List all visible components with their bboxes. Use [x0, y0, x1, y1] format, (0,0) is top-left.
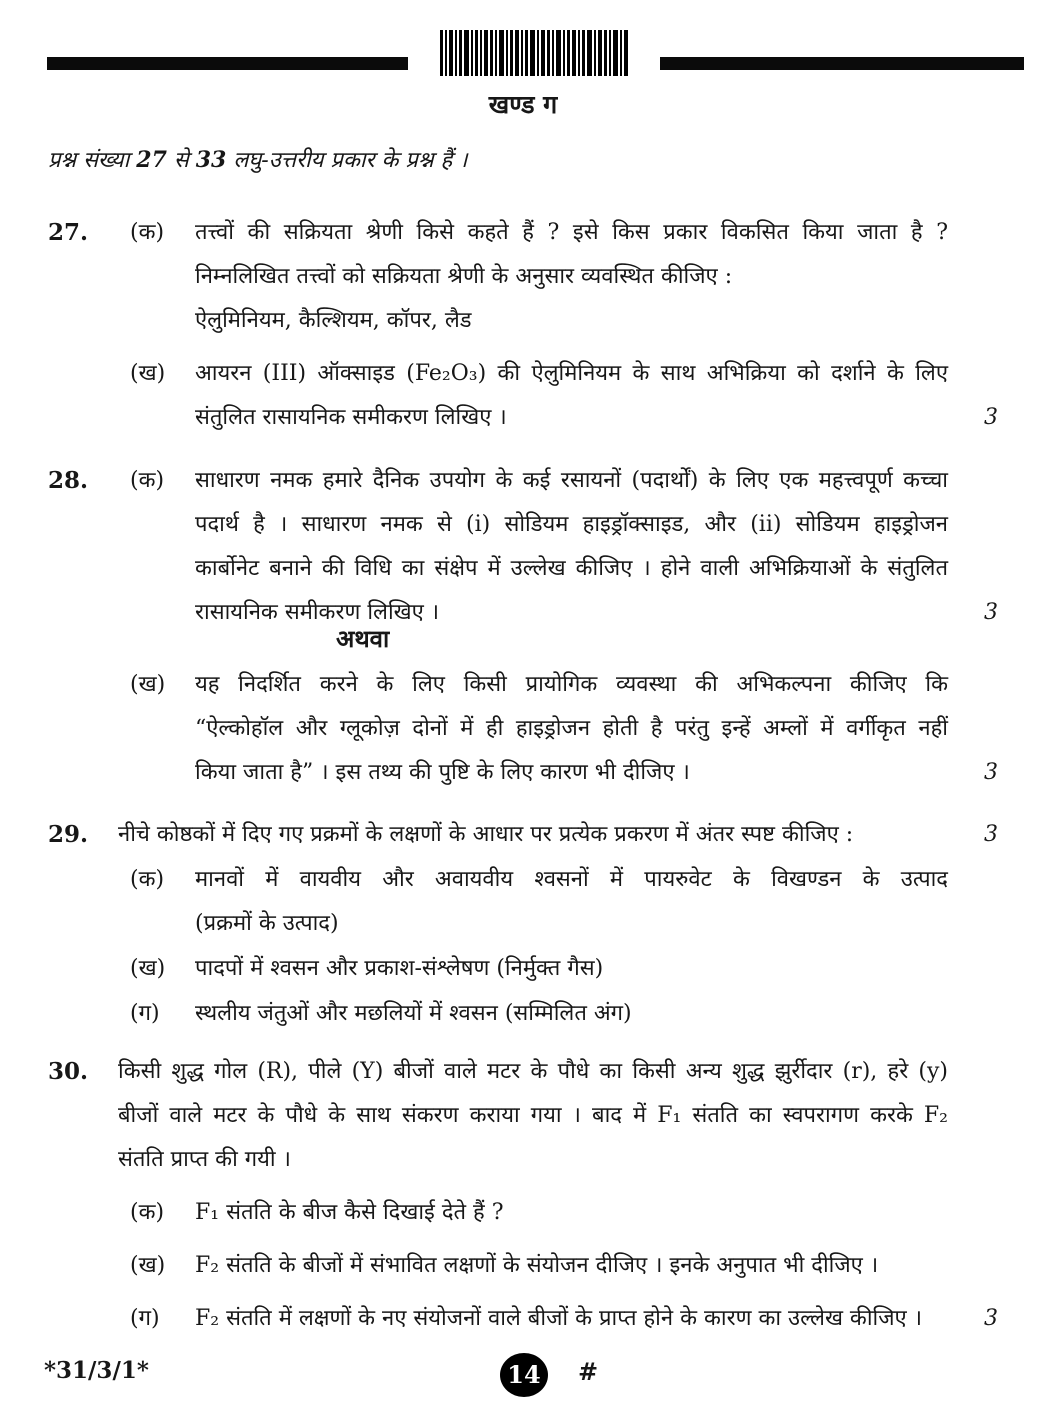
question-30-part-a [48, 1191, 998, 1235]
hash-mark: # [578, 1357, 599, 1386]
question-line: पदार्थ है । साधारण नमक से (i) सोडियम हाइड्रॉक्साइड, और (ii) सोडियम हाइड्रोजन [195, 512, 948, 537]
question-line: पादपों में श्वसन और प्रकाश-संश्लेषण (निर्मुक्त गैस) [195, 956, 604, 981]
instruction-question-start: 27 [136, 147, 167, 173]
question-text [195, 459, 948, 635]
question-line: F₂ संतति के बीजों में संभावित लक्षणों के संयोजन दीजिए । इनके अनुपात भी दीजिए । [195, 1253, 879, 1278]
paper-code: *31/3/1* [44, 1357, 149, 1384]
part-label: (ख) [130, 956, 166, 981]
marks-value: 3 [984, 600, 998, 625]
question-30-part-b [48, 1244, 998, 1288]
question-line: नीचे कोष्ठकों में दिए गए प्रक्रमों के लक्षणों के आधार पर प्रत्येक प्रकरण में अंतर स्पष्ट कीजिए : [118, 822, 854, 847]
question-line: मानवों में वायवीय और अवायवीय श्वसनों में पायरुवेट के विखण्डन के उत्पाद [195, 867, 948, 892]
instruction-question-end: 33 [195, 147, 227, 173]
barcode-icon [440, 30, 630, 76]
question-30-part-c [48, 1297, 998, 1341]
question-text [118, 1050, 948, 1182]
left-registration-bar [47, 57, 408, 70]
instruction-text: से [166, 148, 196, 173]
question-line: संतति प्राप्त की गयी । [118, 1147, 291, 1172]
question-27-part-b [48, 352, 998, 440]
part-label: (क) [130, 220, 165, 245]
question-line: साधारण नमक हमारे दैनिक उपयोग के कई रसायनों (पदार्थों) के लिए एक महत्त्वपूर्ण कच्चा [195, 468, 948, 493]
question-line: किया जाता है” । इस तथ्य की पुष्टि के लिए कारण भी दीजिए । [195, 760, 690, 785]
question-text [118, 813, 948, 857]
question-text [195, 211, 948, 343]
question-28-part-b [48, 663, 998, 795]
part-label: (क) [130, 468, 165, 493]
question-line: F₂ संतति में लक्षणों के नए संयोजनों वाले बीजों के प्राप्त होने के कारण का उल्लेख कीजिए । [195, 1306, 923, 1331]
question-text [195, 352, 948, 440]
question-29-part-a [48, 858, 998, 946]
part-label: (ख) [130, 672, 166, 697]
part-label: (ख) [130, 361, 166, 386]
marks-value: 3 [984, 760, 998, 785]
question-number: 29. [48, 821, 89, 848]
question-line: किसी शुद्ध गोल (R), पीले (Y) बीजों वाले मटर के पौधे का किसी अन्य शुद्ध झुर्रीदार (r), हरे (y) [118, 1059, 948, 1084]
or-separator-label: अथवा [336, 624, 390, 653]
part-label: (क) [130, 1200, 165, 1225]
question-text [195, 1244, 948, 1288]
question-29-part-c [48, 992, 998, 1036]
marks-value: 3 [984, 822, 998, 847]
section-instruction [48, 144, 998, 177]
question-line: बीजों वाले मटर के पौधे के साथ संकरण कराया गया । बाद में F₁ संतति का स्वपरागण करके F₂ [118, 1103, 948, 1128]
page-footer [44, 1353, 998, 1401]
instruction-text: प्रश्न संख्या [48, 148, 137, 173]
section-title: खण्ड ग [488, 90, 558, 119]
marks-value: 3 [984, 1306, 998, 1331]
right-registration-bar [660, 57, 1024, 70]
question-line: संतुलित रासायनिक समीकरण लिखिए । [195, 405, 507, 430]
page-top-marks [48, 0, 998, 86]
question-29-intro [48, 813, 998, 857]
question-line: ऐलुमिनियम, कैल्शियम, कॉपर, लैड [195, 308, 472, 333]
question-line: तत्त्वों की सक्रियता श्रेणी किसे कहते हैं ? इसे किस प्रकार विकसित किया जाता है ? [195, 220, 948, 245]
instruction-text: लघु-उत्तरीय प्रकार के प्रश्न हैं । [226, 148, 468, 173]
question-line: आयरन (III) ऑक्साइड (Fe₂O₃) की ऐलुमिनियम के साथ अभिक्रिया को दर्शाने के लिए [195, 361, 948, 386]
question-28-part-a [48, 459, 998, 635]
question-number: 30. [48, 1058, 89, 1085]
question-30-intro [48, 1050, 998, 1182]
question-line: रासायनिक समीकरण लिखिए । [195, 600, 440, 625]
question-text [195, 992, 948, 1036]
question-line: F₁ संतति के बीज कैसे दिखाई देते हैं ? [195, 1200, 504, 1225]
question-number: 27. [48, 219, 89, 246]
question-text [195, 858, 948, 946]
page-number: 14 [507, 1360, 541, 1389]
question-line: “ऐल्कोहॉल और ग्लूकोज़ दोनों में ही हाइड्रोजन होती है परंतु इन्हें अम्लों में वर्गीकृत नहीं [195, 716, 948, 741]
question-text [195, 663, 948, 795]
question-line: यह निदर्शित करने के लिए किसी प्रायोगिक व्यवस्था की अभिकल्पना कीजिए कि [195, 672, 948, 697]
question-line: कार्बोनेट बनाने की विधि का संक्षेप में उल्लेख कीजिए । होने वाली अभिक्रियाओं के संतुलित [195, 556, 948, 581]
question-line: निम्नलिखित तत्त्वों को सक्रियता श्रेणी के अनुसार व्यवस्थित कीजिए : [195, 264, 733, 289]
question-29-part-b [48, 947, 998, 991]
part-label: (क) [130, 867, 165, 892]
part-label: (ग) [130, 1306, 160, 1331]
marks-value: 3 [984, 405, 998, 430]
question-27-part-a [48, 211, 998, 343]
question-number: 28. [48, 467, 89, 494]
question-text [195, 947, 948, 991]
question-text [195, 1297, 948, 1341]
question-line: स्थलीय जंतुओं और मछलियों में श्वसन (सम्मिलित अंग) [195, 1001, 632, 1026]
part-label: (ख) [130, 1253, 166, 1278]
question-line: (प्रक्रमों के उत्पाद) [195, 911, 339, 936]
part-label: (ग) [130, 1001, 160, 1026]
question-text [195, 1191, 948, 1235]
page-number-badge [500, 1353, 548, 1397]
